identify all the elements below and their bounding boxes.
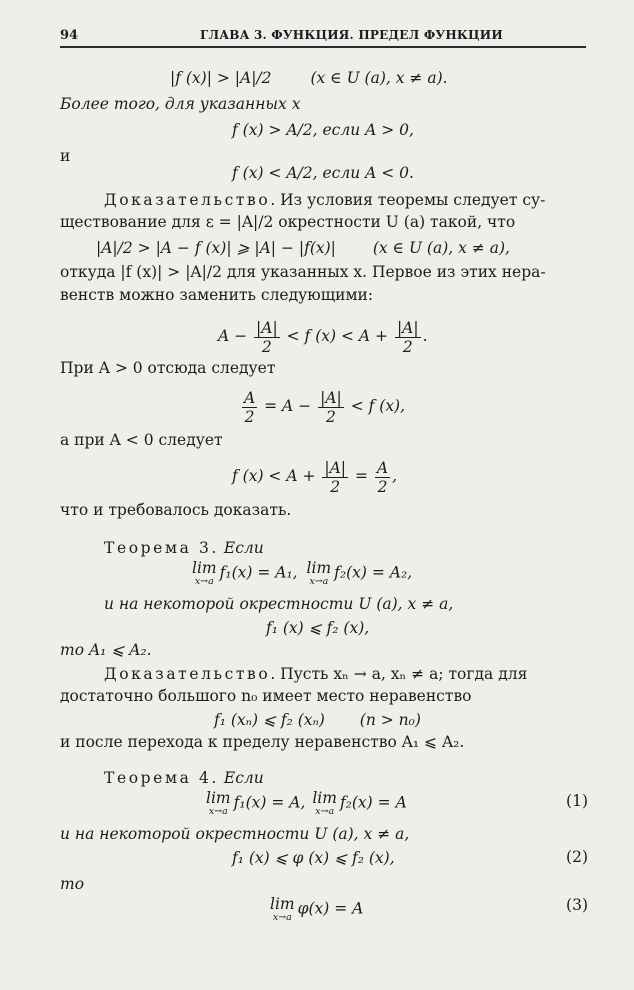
proof-line-1: [104, 190, 545, 210]
equation-number-1: (1): [566, 792, 588, 810]
formula-text: ,: [392, 467, 398, 485]
theorem-4-line-3: f₁ (x) ⩽ φ (x) ⩽ f₂ (x),: [232, 849, 395, 867]
limit-word: lim: [312, 789, 337, 807]
proof-text: . Пусть xₙ → a, xₙ ≠ a; тогда для: [270, 665, 528, 683]
proof-3-line-4: и после перехода к пределу неравенство A₁ ⩽ A₂.: [60, 733, 465, 751]
denominator: 2: [244, 407, 255, 426]
denominator: 2: [325, 407, 336, 426]
text-line-2: Более того, для указанных x: [60, 95, 301, 113]
fraction: [318, 389, 344, 426]
theorem-3-limits: [192, 560, 412, 587]
theorem-3-heading: Теорема 3.: [104, 539, 219, 557]
formula-condition: (x ∈ U (a), x ≠ a).: [310, 69, 448, 87]
numerator: |A|: [320, 388, 342, 407]
proof-3-line-3: [214, 710, 421, 730]
theorem-text: Если: [218, 769, 264, 787]
formula-text: φ(x) = A: [297, 899, 364, 918]
fraction-formula-2: [240, 386, 405, 426]
theorem-3-line-4: то A₁ ⩽ A₂.: [60, 641, 152, 659]
formula-text: = A −: [264, 397, 312, 415]
denominator: 2: [377, 477, 388, 496]
numerator: |A|: [396, 318, 419, 337]
formula-text: .: [422, 327, 428, 345]
theorem-3-line-3: f₁ (x) ⩽ f₂ (x),: [266, 619, 370, 637]
formula-text: < f (x),: [350, 397, 406, 415]
text-line-4: и: [60, 147, 71, 165]
theorem-4-line-2: и на некоторой окрестности U (a), x ≠ a,: [60, 825, 410, 843]
limit-word: lim: [306, 559, 332, 577]
numerator: A: [376, 458, 389, 477]
limit-subscript: x→a: [208, 806, 228, 817]
limit-subscript: x→a: [194, 576, 214, 587]
proof-3-line-2: достаточно большого n₀ имеет место неравенство: [60, 687, 472, 705]
numerator: |A|: [324, 458, 347, 477]
formula-text: A −: [218, 327, 248, 345]
denominator: 2: [330, 477, 341, 496]
formula-text: f (x) < A +: [232, 467, 316, 485]
limit: [192, 560, 217, 587]
formula-text: f₁(x) = A,: [233, 793, 306, 812]
page-number: 94: [60, 28, 79, 43]
theorem-4-heading-line: [104, 768, 264, 788]
proof-text: . Из условия теоремы следует су-: [270, 191, 546, 209]
proof-heading: Доказательство: [104, 191, 271, 209]
theorem-4-limits: [206, 790, 407, 817]
formula-text: f₂(x) = A: [339, 793, 407, 812]
proof-line-4: венств можно заменить следующими:: [60, 286, 374, 304]
limit: [270, 896, 295, 923]
formula-line-5: f (x) < A/2, если A < 0.: [232, 164, 414, 182]
proof-3-line-1: [104, 664, 527, 684]
limit-subscript: x→a: [272, 912, 292, 923]
fraction: [254, 319, 280, 356]
fraction: [242, 389, 257, 426]
limit-subscript: x→a: [315, 806, 335, 817]
fraction: [395, 319, 421, 356]
limit: [307, 560, 332, 587]
text-line-11: При A > 0 отсюда следует: [60, 359, 276, 377]
formula-text: f₁(x) = A₁,: [219, 563, 298, 582]
formula-condition: (n > n₀): [359, 711, 421, 729]
fraction-formula-3: [232, 456, 397, 496]
equation-number-2: (2): [566, 848, 588, 866]
limit: [206, 790, 231, 817]
formula-text: |f (x)| > |A|/2: [170, 69, 272, 87]
fraction-formula-1: [218, 316, 428, 356]
formula-text: f₁ (xₙ) ⩽ f₂ (xₙ): [214, 711, 325, 729]
limit-word: lim: [192, 559, 217, 577]
limit-word: lim: [270, 895, 295, 913]
formula-line-1: [170, 68, 448, 88]
formula-text: < f (x) < A +: [286, 327, 388, 345]
header-rule: [60, 46, 586, 48]
text-line-13: что и требовалось доказать.: [60, 501, 292, 519]
proof-3-heading: Доказательство: [104, 665, 271, 683]
proof-line-2: ществование для ε = |A|/2 окрестности U (a) такой, что: [60, 213, 516, 231]
proof-line-3: откуда |f (x)| > |A|/2 для указанных x. Первое из этих нера-: [60, 263, 546, 281]
equation-number-3: (3): [566, 896, 588, 914]
formula-text: f₂(x) = A₂,: [334, 563, 413, 582]
theorem-3-line-2: и на некоторой окрестности U (a), x ≠ a,: [104, 595, 454, 613]
fraction: [322, 459, 348, 496]
theorem-3-heading-line: [104, 538, 264, 558]
numerator: |A|: [256, 318, 278, 337]
limit: [312, 790, 337, 817]
theorem-4-heading: Теорема 4.: [104, 769, 219, 787]
numerator: A: [244, 388, 256, 407]
formula-condition: (x ∈ U (a), x ≠ a),: [372, 239, 510, 257]
denominator: 2: [261, 337, 272, 356]
theorem-4-limit-3: [270, 896, 363, 923]
chapter-title: ГЛАВА 3. ФУНКЦИЯ. ПРЕДЕЛ ФУНКЦИИ: [200, 28, 503, 42]
formula-text: |A|/2 > |A − f (x)| ⩾ |A| − |f(x)|: [96, 239, 336, 257]
fraction: [375, 459, 390, 496]
text-line-12: а при A < 0 следует: [60, 431, 223, 449]
denominator: 2: [402, 337, 413, 356]
theorem-text: Если: [218, 539, 264, 557]
limit-word: lim: [206, 789, 231, 807]
formula-line-8: [96, 238, 510, 258]
theorem-4-line-4: то: [60, 875, 85, 893]
limit-subscript: x→a: [309, 576, 329, 587]
formula-line-3: f (x) > A/2, если A > 0,: [232, 121, 414, 139]
formula-text: =: [354, 467, 368, 485]
